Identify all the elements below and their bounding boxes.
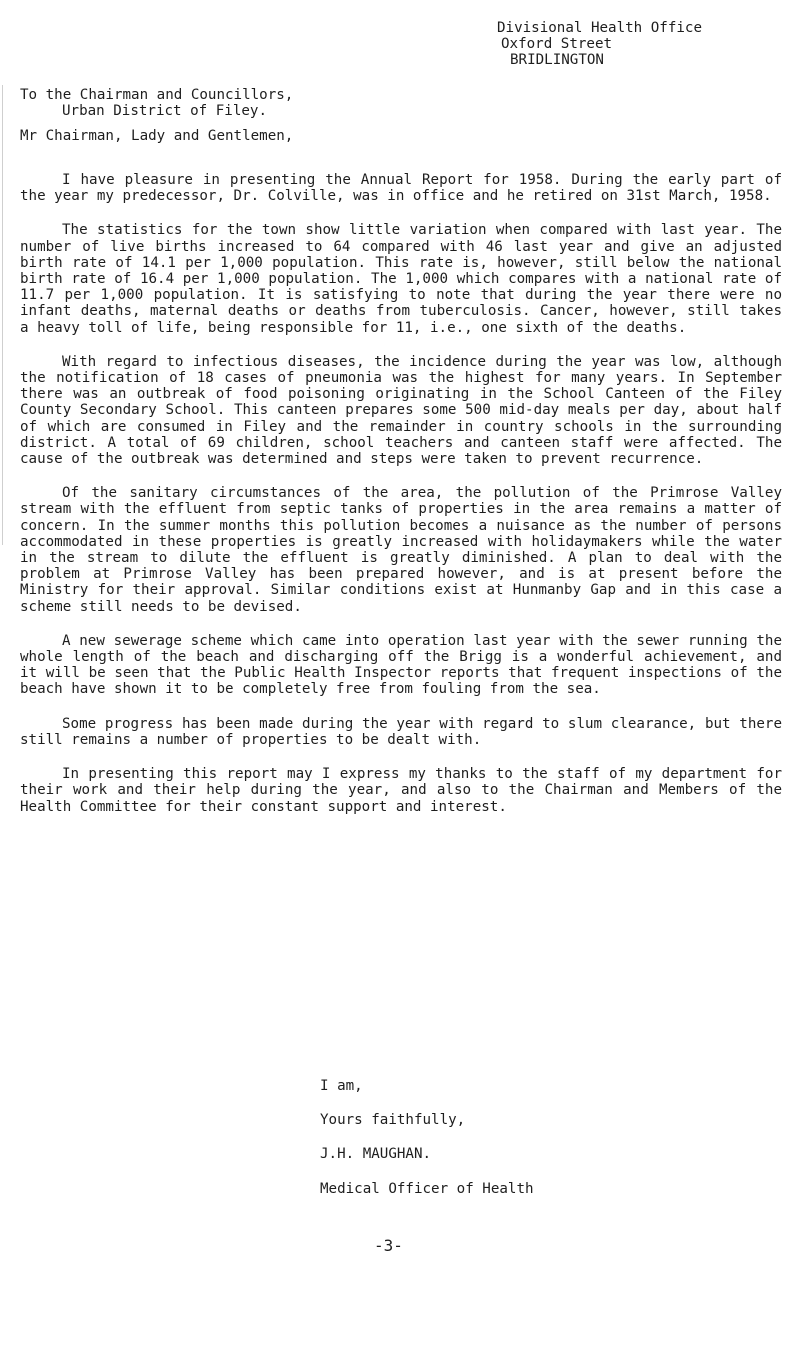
signatory-name: J.H. MAUGHAN. bbox=[320, 1146, 432, 1163]
paragraph-5: A new sewerage scheme which came into operation last year with the sewer running the whole length of the beach and discharging off the Brigg is a wonderful achievement, and it will be seen that the Public Health Inspector reports that frequent inspections of the beach have shown it to be completely free from fouling from the sea. bbox=[20, 632, 782, 698]
recipient-line-2: Urban District of Filey. bbox=[62, 103, 267, 120]
paragraph-4: Of the sanitary circumstances of the area, the pollution of the Primrose Valley stream with the effluent from septic tanks of properties in the area remains a matter of concern. In the summer months this pollution becomes a nuisance as the number of persons accommodated in these properties is greatly increased with holidaymakers while the water in the stream to dilute the effluent is greatly diminished. A plan to deal with the problem at Primrose Valley has been prepared however, and is at present before the Ministry for their approval. Similar conditions exist at Hunmanby Gap and in this case a scheme still needs to be devised. bbox=[20, 485, 782, 615]
sender-address bbox=[497, 20, 797, 69]
paragraph-7: In presenting this report may I express my thanks to the staff of my department for their work and their help during the year, and also to the Chairman and Members of the Health Committee for their constant support and interest. bbox=[20, 766, 782, 815]
salutation: Mr Chairman, Lady and Gentlemen, bbox=[20, 128, 294, 144]
paragraph-1: I have pleasure in presenting the Annual Report for 1958. During the early part of the year my predecessor, Dr. Colville, was in office and he retired on 31st March, 1958. bbox=[20, 172, 782, 205]
recipient-block bbox=[20, 87, 780, 119]
address-town: BRIDLINGTON bbox=[510, 52, 604, 69]
paragraph-2: The statistics for the town show little variation when compared with last year. The number of live births increased to 64 compared with 46 last year and give an adjusted birth rate of 14.1 per 1,000 population. This rate is, however, still below the national birth rate of 16.4 per 1,000 population. The 1,000 which compares with a national rate of 11.7 per 1,000 population. It is satisfying to note that during the year there were no infant deaths, maternal deaths or deaths from tuberculosis. Cancer, however, still takes a heavy toll of life, being responsible for 11, i.e., one sixth of the deaths. bbox=[20, 222, 782, 336]
signatory-title: Medical Officer of Health bbox=[320, 1180, 534, 1197]
recipient-line-1: To the Chairman and Councillors, bbox=[20, 87, 294, 103]
paragraph-3: With regard to infectious diseases, the incidence during the year was low, although the notification of 18 cases of pneumonia was the highest for many years. In September there was an outbreak of food poisoning originating in the School Canteen of the Filey County Secondary School. This canteen prepares some 500 mid-day meals per day, about half of which are consumed in Filey and the remainder in country schools in the surrounding district. A total of 69 children, school teachers and canteen staff were affected. The cause of the outbreak was determined and steps were taken to prevent recurrence. bbox=[20, 353, 782, 468]
closing-block bbox=[320, 1078, 720, 1197]
closing-line-2: Yours faithfully, bbox=[320, 1112, 466, 1129]
paragraph-6: Some progress has been made during the year with regard to slum clearance, but there still remains a number of properties to be dealt with. bbox=[20, 715, 782, 748]
letter-body bbox=[20, 172, 782, 833]
address-street: Oxford Street bbox=[501, 36, 613, 53]
page-number: -3- bbox=[374, 1236, 403, 1255]
margin-rule bbox=[2, 85, 3, 545]
address-office: Divisional Health Office bbox=[497, 20, 702, 36]
closing-line-1: I am, bbox=[320, 1078, 363, 1094]
